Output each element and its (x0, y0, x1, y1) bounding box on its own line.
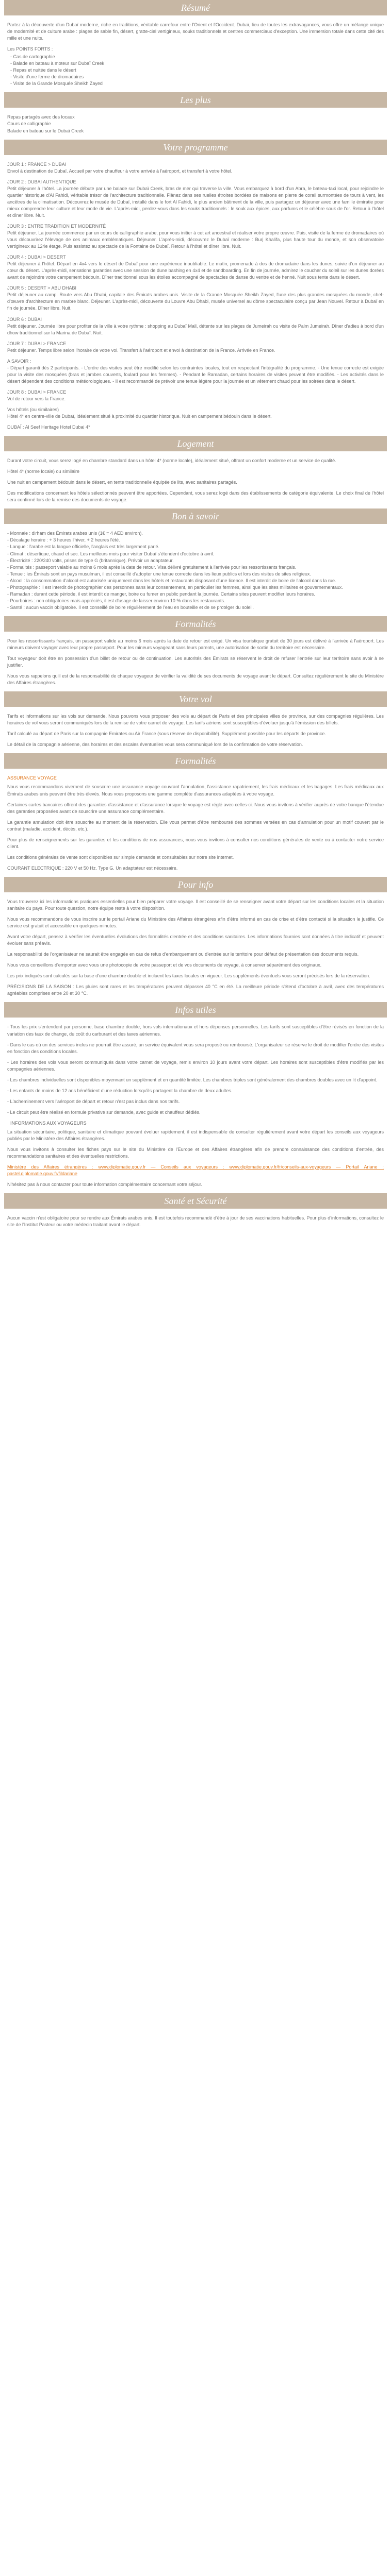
logement-section (7, 457, 384, 503)
hotels-text: Hôtel 4* en centre-ville de Dubaï, idéalement situé à proximité du quartier historique. Nuit en campement bédouin dans le désert. (7, 414, 272, 419)
day-heading: JOUR 7 : DUBAI > FRANCE (7, 341, 67, 346)
assurance-subtitle: ASSURANCE VOYAGE (7, 775, 57, 781)
logement-paragraph: Une nuit en campement bédouin dans le désert, en tente traditionnelle équipée de lits, avec sanitaires partagés. (7, 480, 237, 485)
section-header-formalites-2: Formalités (4, 753, 387, 769)
infos-item: - L'acheminement vers l'aéroport de départ et retour n'est pas inclus dans nos tarifs. (7, 1098, 180, 1104)
section-header-infos-utiles: Infos utiles (4, 1002, 387, 1018)
logement-paragraph: Durant votre circuit, vous serez logé en chambre standard dans un hôtel 4* (norme locale), idéalement situé, offrant un confort moderne et un service de qualité. (7, 458, 336, 464)
resume-point: - Balade en bateau à moteur sur Dubaï Creek (10, 61, 105, 66)
plus-item: Cours de calligraphie (7, 121, 51, 127)
infos-item: - Les horaires des vols vous seront communiqués dans votre carnet de voyage, remis environ 10 jours avant votre départ. Les horaires sont susceptibles d'être modifiés par les compagnies aériennes. (7, 1059, 384, 1072)
day-text: Petit déjeuner à l'hôtel. Départ en 4x4 vers le désert de Dubaï pour une expérience inoubliable. Le matin, promenade à dos de dromadaire dans les dunes, suivie d'un déjeuner au cœur du désert. L'après-midi, sensations garanties avec une session de dune bashing en 4x4 et de sandboarding. En fin de journée, admirez le coucher du soleil sur les dunes dorées avant de rejoindre votre campement bédouin. Dîner traditionnel sous les étoiles accompagné de spectacles de danse du ventre et de henné. Nuit sous tente dans le désert. (7, 261, 384, 280)
resume-paragraph: Partez à la découverte d'un Dubaï moderne, riche en traditions, véritable carrefour entre l'Orient et l'Occident. Dubaï, lieu de toutes les extravagances, vous offre un mélange unique de modernité et de culture arabe : plages de sable fin, désert, gratte-ciel vertigineux, souks traditionnels et centres commerciaux d'exception. Une immersion totale dans cette cité des mille et une nuits. (7, 22, 384, 41)
sante-section (7, 1215, 384, 1228)
info-line: - Pourboires : non obligatoires mais appréciés, il est d'usage de laisser environ 10 % dans les restaurants. (7, 598, 225, 603)
info-line: - Décalage horaire : + 3 heures l'hiver, + 2 heures l'été. (7, 537, 120, 543)
informations-paragraph: La situation sécuritaire, politique, sanitaire et climatique pouvant évoluer rapidement, il est indispensable de consulter régulièrement avant votre départ les conseils aux voyageurs publiés par le Ministère des Affaires étrangères. (7, 1129, 384, 1142)
day-text: Petit déjeuner au camp. Route vers Abu Dhabi, capitale des Émirats arabes unis. Visite de la Grande Mosquée Sheikh Zayed, l'une des plus grandes mosquées du monde, chef-d'œuvre d'architecture en marbre blanc. Déjeuner. L'après-midi, découverte du Louvre Abu Dhabi, musée universel au dôme spectaculaire conçu par Jean Nouvel. Retour à Dubaï en fin de journée. Dîner libre. Nuit. (7, 292, 384, 311)
resume-points (10, 54, 381, 87)
day-heading: JOUR 1 : FRANCE > DUBAI (7, 161, 67, 167)
page-content (0, 0, 391, 1248)
day-heading: JOUR 5 : DESERT > ABU DHABI (7, 285, 76, 291)
assurance-paragraph: Pour plus de renseignements sur les garanties et les conditions de nos assurances, nous vous invitons à consulter nos conditions générales de vente ou à contacter notre service client. (7, 837, 384, 849)
infos-item: - Les enfants de moins de 12 ans bénéficient d'une réduction lorsqu'ils partagent la chambre de deux adultes. (7, 1088, 233, 1093)
day-text: Petit déjeuner. La journée commence par un cours de calligraphie arabe, pour vous initier à cet art ancestral et réaliser votre propre œuvre. Puis, visite de la ferme de dromadaires où vous découvrirez l'élevage de ces animaux emblématiques. Déjeuner. L'après-midi, découvrez le Dubaï moderne : Burj Khalifa, plus haute tour du monde, et son observatoire vertigineux au 124e étage. Puis assistez au spectacle de la Fontaine de Dubaï. Retour à l'hôtel et dîner libre. Nuit. (7, 230, 384, 249)
logement-paragraph: Des modifications concernant les hôtels sélectionnés peuvent être apportées. Cependant, vous serez logé dans des établissements de catégorie équivalente. Le choix final de l'hôtel sera confirmé lors de la remise des documents de voyage. (7, 490, 384, 503)
section-header-bon-a-savoir: Bon à savoir (4, 509, 387, 524)
pour-info-paragraph: La responsabilité de l'organisateur ne saurait être engagée en cas de refus d'embarquement ou d'entrée sur le territoire pour défaut de présentation des documents requis. (7, 952, 359, 957)
assurance-paragraph: Nous vous recommandons vivement de souscrire une assurance voyage couvrant l'annulation, l'assistance rapatriement, les frais médicaux et les bagages. Les frais médicaux aux Émirats arabes unis peuvent être très élevés. Nous vous proposons une gamme complète d'assurances adaptées à votre voyage. (7, 784, 384, 796)
plus-item: Repas partagés avec des locaux (7, 114, 75, 120)
section-header-sante: Santé et Sécurité (4, 1193, 387, 1209)
votre-vol-section (7, 713, 384, 748)
assurance-paragraph: COURANT ELECTRIQUE : 220 V et 50 Hz. Type G. Un adaptateur est nécessaire. (7, 865, 178, 871)
resume-points-label: Les POINTS FORTS : (7, 46, 53, 52)
pour-info-paragraph: Vous trouverez ici les informations pratiques essentielles pour bien préparer votre voyage. Il est conseillé de se renseigner avant votre départ sur les conditions locales et la situation sanitaire du pays. Pour toute question, notre équipe reste à votre disposition. (7, 899, 384, 911)
day-heading: JOUR 3 : ENTRE TRADITION ET MODERNITÉ (7, 223, 106, 229)
day-text: - Départ garanti dès 2 participants. - L'ordre des visites peut être modifié selon les contraintes locales, tout en respectant l'intégralité du programme. - Une tenue correcte est exigée pour la visite des mosquées (bras et jambes couverts, foulard pour les femmes). - Pendant le Ramadan, certains horaires de visites peuvent être modifiés. - Les activités dans le désert dépendent des conditions météorologiques. - Il est recommandé de prévoir une tenue légère pour la journée et un vêtement chaud pour les soirées dans le désert. (7, 365, 384, 384)
logement-paragraph: Hôtel 4* (norme locale) ou similaire (7, 469, 80, 474)
resume-point: - Visite d'une ferme de dromadaires (10, 74, 84, 80)
info-line: - Climat : désertique, chaud et sec. Les meilleurs mois pour visiter Dubaï s'étendent d'octobre à avril. (7, 551, 215, 556)
section-header-formalites: Formalités (4, 616, 387, 632)
assurance-paragraph: Les conditions générales de vente sont disponibles sur simple demande et consultables sur notre site internet. (7, 854, 234, 860)
section-header-votre-vol: Votre vol (4, 691, 387, 707)
day-heading: JOUR 6 : DUBAI (7, 316, 42, 322)
formalites-paragraph: Pour les ressortissants français, un passeport valide au moins 6 mois après la date de retour est exigé. Un visa touristique gratuit de 30 jours est délivré à l'arrivée à l'aéroport. Les mineurs doivent voyager avec leur propre passeport. Pour les mineurs voyageant sans leurs parents, une autorisation de sortie du territoire est nécessaire. (7, 638, 384, 650)
day-heading: JOUR 2 : DUBAI AUTHENTIQUE (7, 179, 76, 184)
day-heading: JOUR 4 : DUBAI > DESERT (7, 255, 66, 260)
bon-a-savoir-section (7, 530, 384, 611)
day-text: Petit déjeuner. Journée libre pour profiter de la ville à votre rythme : shopping au Dubaï Mall, détente sur les plages de Jumeirah ou visite de Palm Jumeirah. Dîner d'adieu à bord d'un dhow traditionnel sur la Marina de Dubaï. Nuit. (7, 323, 384, 335)
info-line: - Santé : aucun vaccin obligatoire. Il est conseillé de boire régulièrement de l'eau en bouteille et de se protéger du soleil. (7, 604, 254, 610)
info-line: - Alcool : la consommation d'alcool est autorisée uniquement dans les hôtels et restaurants disposant d'une licence. Il est interdit de boire de l'alcool dans la rue. (7, 578, 336, 583)
resume-section (7, 22, 384, 87)
vol-paragraph: Le détail de la compagnie aérienne, des horaires et des escales éventuelles vous sera communiqué lors de la confirmation de votre réservation. (7, 742, 303, 748)
assurance-paragraph: La garantie annulation doit être souscrite au moment de la réservation. Elle vous permet d'être remboursé des sommes versées en cas d'annulation pour un motif couvert par le contrat (maladie, accident, décès, etc.). (7, 819, 384, 832)
section-header-pour-info: Pour info (4, 877, 387, 892)
infos-item: - Le circuit peut être réalisé en formule privative sur demande, avec guide et chauffeur dédiés. (7, 1109, 201, 1115)
infos-item: - Tous les prix s'entendent par personne, base chambre double, hors vols internationaux et hors dépenses personnelles. Les tarifs sont susceptibles d'être révisés en fonction de la variation des taux de change, du coût du carburant et des taxes aériennes. (7, 1024, 384, 1037)
infos-item: - Dans le cas où un des services inclus ne pourrait être assuré, un service équivalent vous sera proposé ou remboursé. L'organisateur se réserve le droit de modifier l'ordre des visites en fonction des conditions locales. (7, 1042, 384, 1054)
infos-item: - Les chambres individuelles sont disponibles moyennant un supplément et en quantité limitée. Les chambres triples sont généralement des chambres doubles avec un lit d'appoint. (7, 1077, 378, 1082)
formalites-2-section (7, 784, 384, 871)
hotels-heading: Vos hôtels (ou similaires) (7, 407, 59, 413)
info-line: - Monnaie : dirham des Émirats arabes unis (1€ = 4 AED environ). (7, 531, 143, 536)
day-text: Vol de retour vers la France. (7, 396, 66, 401)
plus-item: Balade en bateau sur le Dubaï Creek (7, 128, 84, 133)
day-heading: A SAVOIR : (7, 358, 31, 364)
resume-point: - Visite de la Grande Mosquée Sheikh Zayed (10, 81, 103, 87)
info-line: - Tenue : les Émirats sont un pays musulman, il est conseillé d'adopter une tenue correcte dans les lieux publics et lors des visites de sites religieux. (7, 571, 311, 577)
infos-utiles-section (7, 1024, 384, 1188)
plus-section (7, 114, 384, 134)
programme-section (7, 161, 384, 431)
ministere-link[interactable]: Ministère des Affaires étrangères : www.diplomatie.gouv.fr — Conseils aux voyageurs : www.diplomatie.gouv.fr/fr/conseils-aux-voyageurs — Portail Ariane : pastel.diplomatie.gouv.fr/fildariane (7, 1164, 384, 1177)
hotels-extra: DUBAÏ : Al Seef Heritage Hotel Dubai 4* (7, 425, 90, 430)
day-text: Petit déjeuner à l'hôtel. La journée débute par une balade sur Dubaï Creek, bras de mer qui traverse la ville. Vous embarquez à bord d'un Abra, le bateau-taxi local, pour rejoindre le quartier historique d'Al Fahidi, véritable trésor de l'architecture traditionnelle. Flânez dans ses ruelles étroites bordées de maisons en pierre de corail surmontées de tours à vent, les ancêtres de la climatisation. Découvrez le musée de Dubaï, installé dans le fort Al Fahidi, le plus ancien bâtiment de la ville, puis partagez un déjeuner avec une famille émiratie pour mieux comprendre leur culture et leur mode de vie. L'après-midi, perdez-vous dans les souks traditionnels : le souk aux épices, aux parfums et le célèbre souk de l'or. Retour à l'hôtel et dîner libre. Nuit. (7, 185, 384, 218)
resume-point: - Repas et nuitée dans le désert (10, 67, 76, 73)
closing-text: N'hésitez pas à nous contacter pour toute information complémentaire concernant votre séjour. (7, 1182, 202, 1188)
formalites-paragraph: Tout voyageur doit être en possession d'un billet de retour ou de continuation. Les autorités des Émirats se réservent le droit de refuser l'entrée sur leur territoire sans avoir à se justifier. (7, 656, 384, 668)
section-header-programme: Votre programme (4, 140, 387, 155)
assurance-paragraph: Certaines cartes bancaires offrent des garanties d'assistance et d'assurance lorsque le voyage est réglé avec celles-ci. Nous vous invitons à vérifier auprès de votre banque l'étendue des garanties proposées avant de souscrire une assurance complémentaire. (7, 802, 384, 814)
day-text: Envol à destination de Dubaï. Accueil par votre chauffeur à votre arrivée à l'aéroport, et transfert à votre hôtel. (7, 168, 233, 174)
vol-paragraph: Tarifs et informations sur les vols sur demande. Nous pouvons vous proposer des vols au départ de Paris et des principales villes de province, sur des compagnies régulières. Les horaires de vol vous seront communiqués lors de la remise de votre carnet de voyage. Les tarifs aériens sont susceptibles d'évoluer jusqu'à l'émission des billets. (7, 714, 384, 726)
pour-info-paragraph: Les prix indiqués sont calculés sur la base d'une chambre double et incluent les taxes locales en vigueur. Les suppléments éventuels vous seront précisés lors de la réservation. (7, 973, 370, 979)
info-line: - Photographie : il est interdit de photographier des personnes sans leur consentement, en particulier les femmes, ainsi que les sites militaires et gouvernementaux. (7, 584, 343, 590)
info-line: - Électricité : 220/240 volts, prises de type G (britannique). Prévoir un adaptateur. (7, 557, 174, 563)
informations-paragraph: Nous vous invitons à consulter les fiches pays sur le site du Ministère de l'Europe et des Affaires étrangères afin de prendre connaissance des conditions d'entrée, des recommandations sanitaires et des éventuelles restrictions. (7, 1147, 384, 1159)
vol-paragraph: Tarif calculé au départ de Paris sur la compagnie Emirates ou Air France (sous réserve de disponibilité). Supplément possible pour les départs de province. (7, 731, 326, 737)
day-heading: JOUR 8 : DUBAI > FRANCE (7, 389, 67, 395)
resume-point: - Cas de cartographie (10, 54, 55, 60)
info-line: - Langue : l'arabe est la langue officielle, l'anglais est très largement parlé. (7, 544, 159, 550)
pour-info-paragraph: Nous vous conseillons d'emporter avec vous une photocopie de votre passeport et de vos documents de voyage, à conserver séparément des originaux. (7, 962, 322, 968)
info-line: - Ramadan : durant cette période, il est interdit de manger, boire ou fumer en public pendant la journée. Certains sites peuvent modifier leurs horaires. (7, 591, 315, 597)
formalites-section (7, 638, 384, 686)
section-header-resume: Résumé (4, 0, 387, 15)
day-text: Petit déjeuner. Temps libre selon l'horaire de votre vol. Transfert à l'aéroport et envol à destination de la France. Arrivée en France. (7, 347, 275, 353)
sante-text: Aucun vaccin n'est obligatoire pour se rendre aux Émirats arabes unis. Il est toutefois recommandé d'être à jour de ses vaccinations habituelles. Pour plus d'informations, consultez le site de l'Institut Pasteur ou votre médecin traitant avant le départ. (7, 1215, 384, 1228)
section-header-plus: Les plus (4, 92, 387, 108)
section-header-logement: Logement (4, 436, 387, 451)
informations-voyageurs-heading: INFORMATIONS AUX VOYAGEURS (10, 1120, 87, 1126)
info-line: - Formalités : passeport valable au moins 6 mois après la date de retour. Visa délivré gratuitement à l'arrivée pour les ressortissants français. (7, 564, 297, 570)
formalites-paragraph: Nous vous rappelons qu'il est de la responsabilité de chaque voyageur de vérifier la validité de ses documents de voyage avant le départ. Consultez régulièrement le site du Ministère des Affaires étrangères. (7, 673, 384, 686)
pour-info-section (7, 899, 384, 997)
pour-info-paragraph: Nous vous recommandons de vous inscrire sur le portail Ariane du Ministère des Affaires étrangères afin d'être informé en cas de crise et d'être contacté si la situation le justifie. Ce service est gratuit et accessible en quelques minutes. (7, 917, 384, 929)
pour-info-paragraph: PRÉCISIONS DE LA SAISON : Les pluies sont rares et les températures peuvent dépasser 40 °C en été. La meilleure période s'étend d'octobre à avril, avec des températures agréables comprises entre 20 et 30 °C. (7, 984, 384, 996)
pour-info-paragraph: Avant votre départ, pensez à vérifier les éventuelles évolutions des formalités d'entrée et des conditions sanitaires. Les informations fournies sont données à titre indicatif et peuvent évoluer sans préavis. (7, 934, 384, 946)
